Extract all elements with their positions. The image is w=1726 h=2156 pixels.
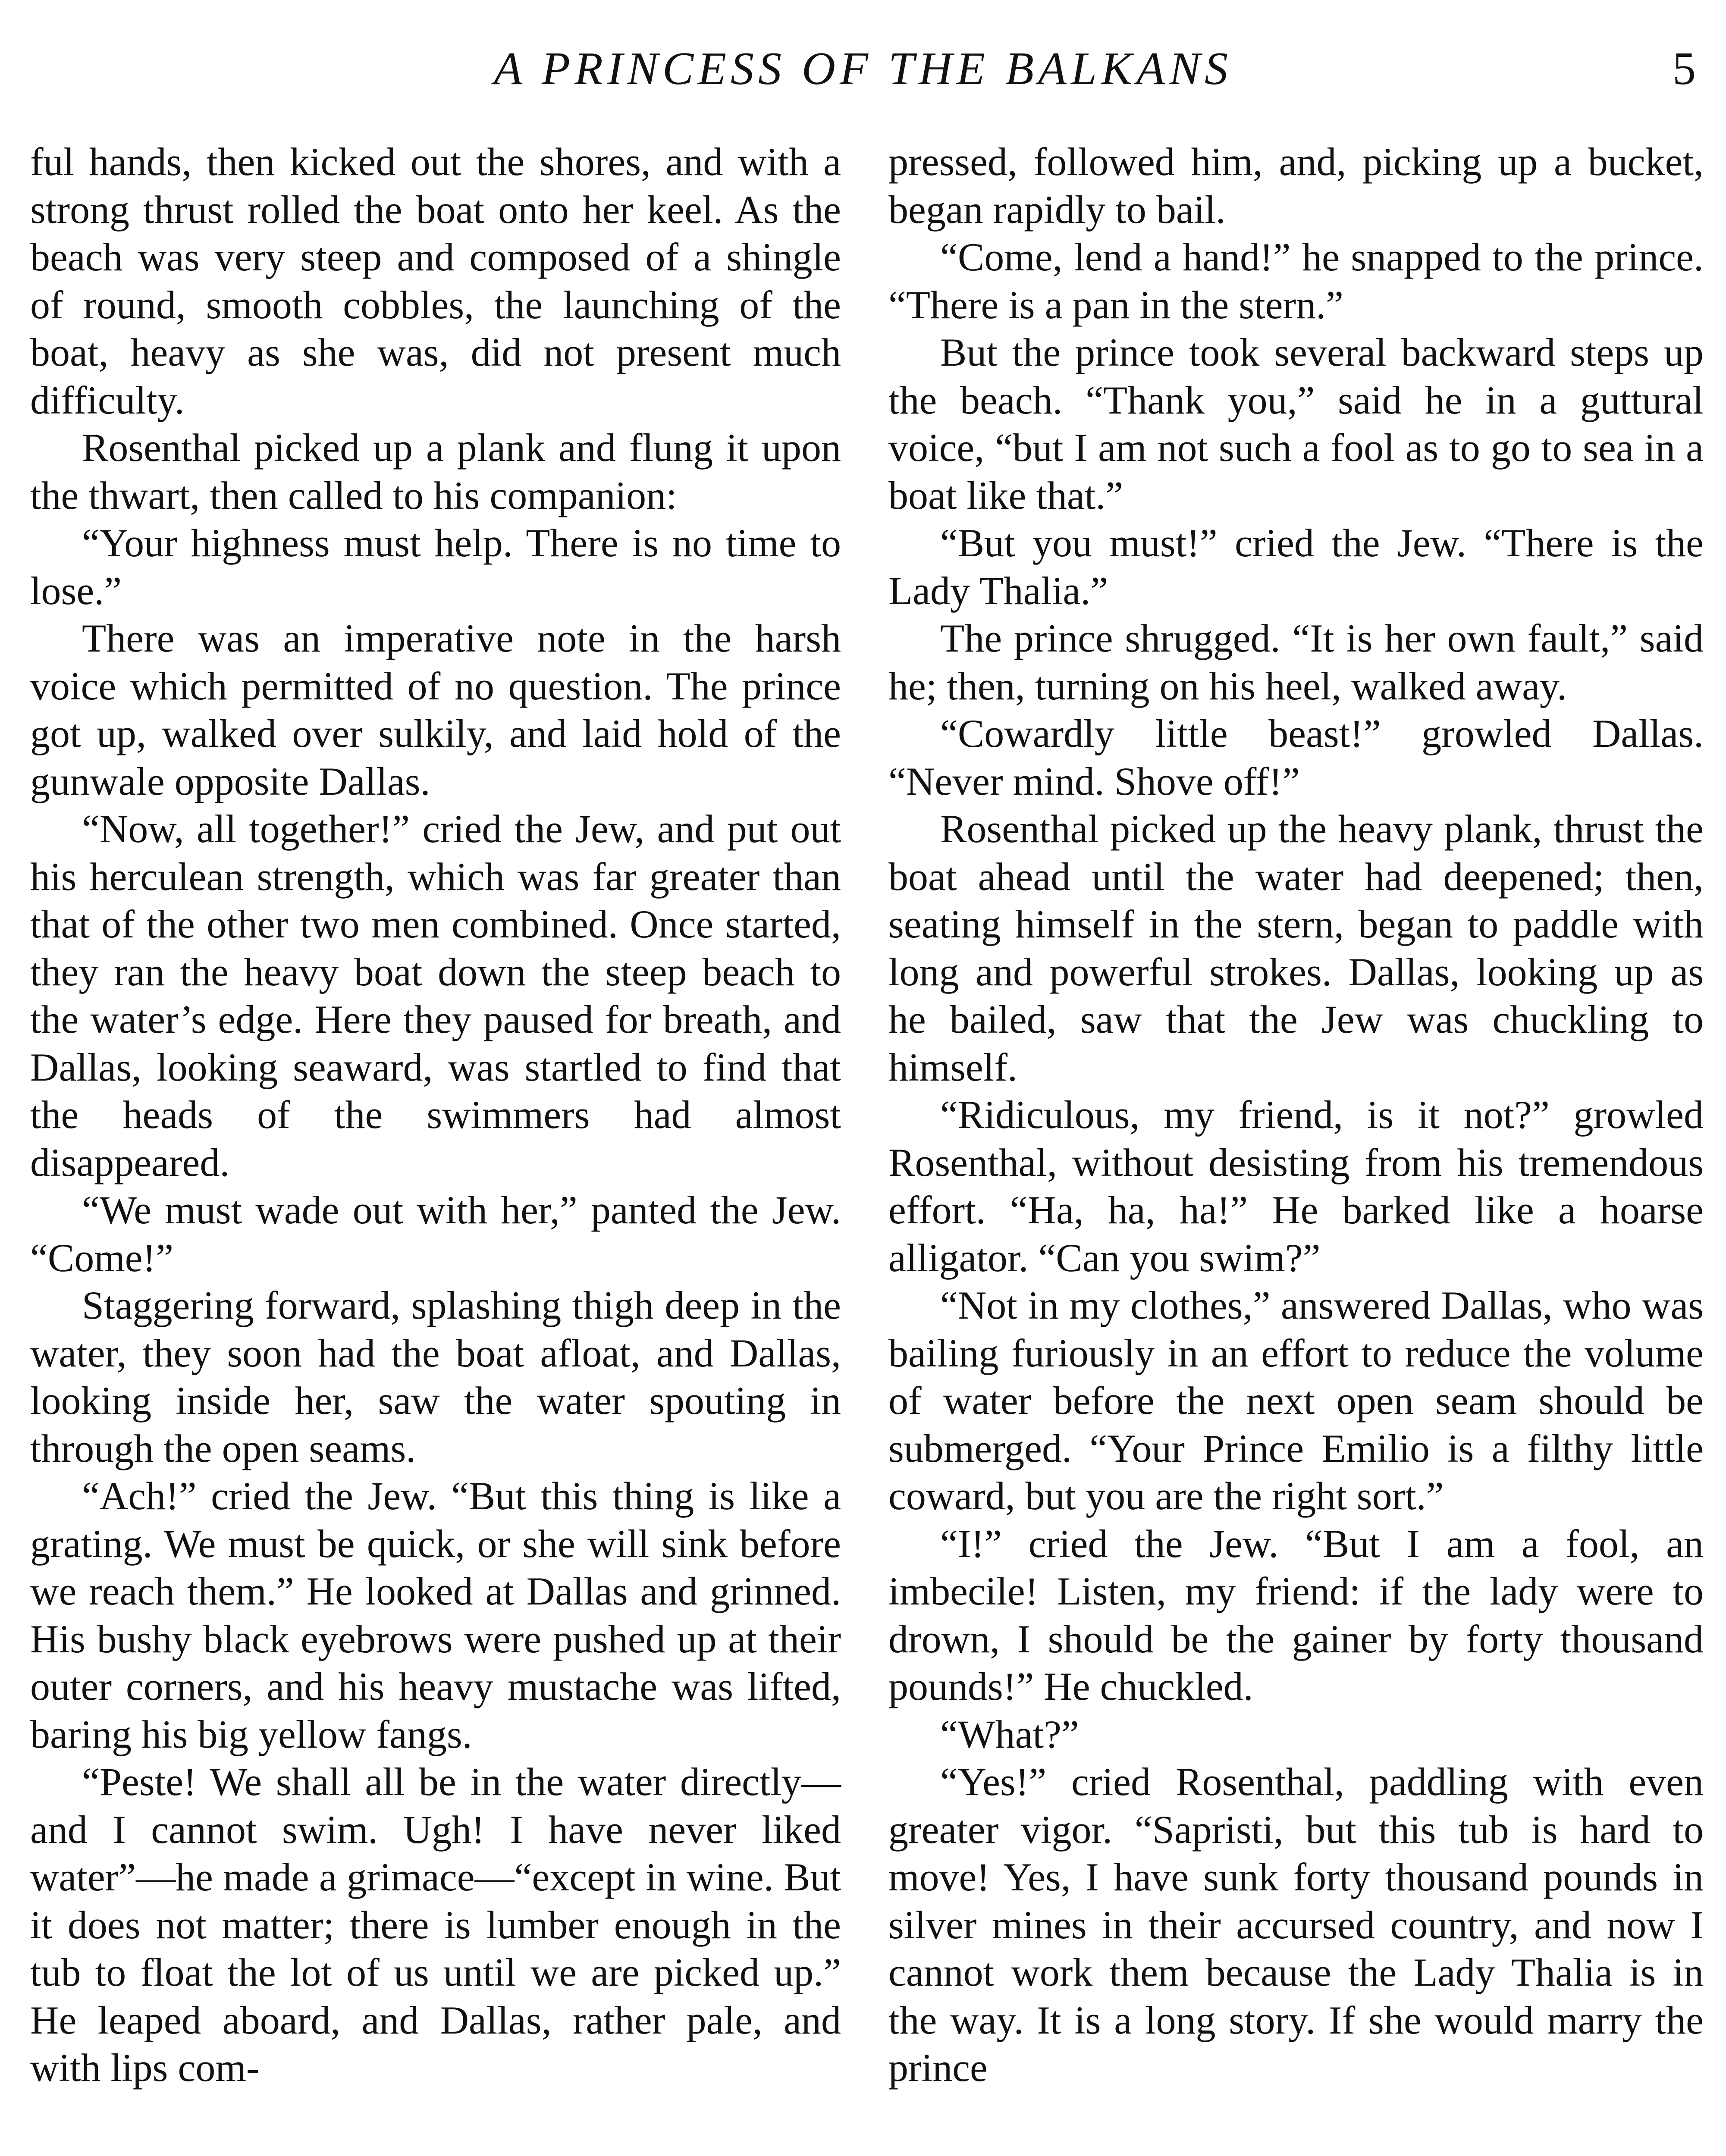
paragraph: But the prince took several backward steps up the beach. “Thank you,” said he in a guttural voice, “but I am not such a fool as to go to sea in a boat like that.” xyxy=(888,330,1704,517)
paragraph: “Yes!” cried Rosenthal, paddling with even greater vigor. “Sapristi, but this tub is hard to move! Yes, I have sunk forty thousand pounds in silver mines in their accursed country, and now I cannot work them because the Lady Thalia is in the way. It is a long story. If she would marry the prince xyxy=(888,1760,1704,2090)
paragraph: “Ach!” cried the Jew. “But this thing is like a grating. We must be quick, or she will sink before we reach them.” He looked at Dallas and grinned. His bushy black eyebrows were pushed up at their outer corners, and his heavy mustache was lifted, baring his big yellow fangs. xyxy=(30,1474,841,1756)
paragraph: “I!” cried the Jew. “But I am a fool, an imbecile! Listen, my friend: if the lady were to drown, I should be the gainer by forty thousand pounds!” He chuckled. xyxy=(888,1521,1704,1708)
paragraph: pressed, followed him, and, picking up a bucket, began rapidly to bail. xyxy=(888,140,1704,232)
paragraph: “Your highness must help. There is no time to lose.” xyxy=(30,521,841,613)
paragraph: “Ridiculous, my friend, is it not?” growled Rosenthal, without desisting from his tremendous effort. “Ha, ha, ha!” He barked like a hoarse alligator. “Can you swim?” xyxy=(888,1093,1704,1280)
running-title: A PRINCESS OF THE BALKANS xyxy=(493,43,1232,94)
paragraph: “Not in my clothes,” answered Dallas, who was bailing furiously in an effort to reduce the volume of water before the next open seam should be submerged. “Your Prince Emilio is a filthy little coward, but you are the right sort.” xyxy=(888,1283,1704,1518)
right-text-column xyxy=(888,138,1704,2092)
paragraph: “But you must!” cried the Jew. “There is the Lady Thalia.” xyxy=(888,521,1704,613)
left-text-column xyxy=(30,138,841,2092)
paragraph: Rosenthal picked up a plank and flung it upon the thwart, then called to his companion: xyxy=(30,426,841,517)
paragraph: “We must wade out with her,” panted the Jew. “Come!” xyxy=(30,1188,841,1280)
paragraph: ful hands, then kicked out the shores, and with a strong thrust rolled the boat onto her keel. As the beach was very steep and composed of a shingle of round, smooth cobbles, the launching of the boat, heavy as she was, did not present much difficulty. xyxy=(30,140,841,422)
page-number: 5 xyxy=(1673,43,1696,94)
paragraph: There was an imperative note in the harsh voice which permitted of no question. The prince got up, walked over sulkily, and laid hold of the gunwale opposite Dallas. xyxy=(30,616,841,803)
paragraph: “Come, lend a hand!” he snapped to the prince. “There is a pan in the stern.” xyxy=(888,235,1704,327)
paragraph: The prince shrugged. “It is her own fault,” said he; then, turning on his heel, walked away. xyxy=(888,616,1704,708)
paragraph: “What?” xyxy=(940,1712,1079,1756)
paragraph: “Cowardly little beast!” growled Dallas. “Never mind. Shove off!” xyxy=(888,711,1704,803)
paragraph: “Peste! We shall all be in the water directly—and I cannot swim. Ugh! I have never liked water”—he made a grimace—“except in wine. But it does not matter; there is lumber enough in the tub to float the lot of us until we are picked up.” He leaped aboard, and Dallas, rather pale, and with lips com- xyxy=(30,1760,841,2090)
paragraph: “Now, all together!” cried the Jew, and put out his herculean strength, which was far greater than that of the other two men combined. Once started, they ran the heavy boat down the steep beach to the water’s edge. Here they paused for breath, and Dallas, looking seaward, was startled to find that the heads of the swimmers had almost disappeared. xyxy=(30,807,841,1185)
paragraph: Staggering forward, splashing thigh deep in the water, they soon had the boat afloat, and Dallas, looking inside her, saw the water spouting in through the open seams. xyxy=(30,1283,841,1470)
paragraph: Rosenthal picked up the heavy plank, thrust the boat ahead until the water had deepened; then, seating himself in the stern, began to paddle with long and powerful strokes. Dallas, looking up as he bailed, saw that the Jew was chuckling to himself. xyxy=(888,807,1704,1089)
page-header xyxy=(0,37,1726,101)
